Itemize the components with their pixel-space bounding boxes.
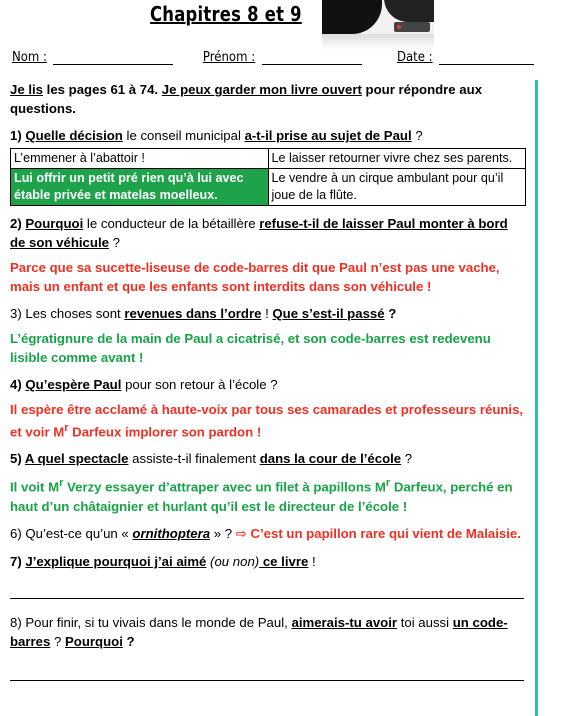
question-text: ? [50, 633, 65, 649]
question-text: 6) Qu’est-ce qu’un « [10, 525, 133, 541]
question-text: » ? [210, 525, 236, 541]
question-text: Quelle décision [25, 128, 123, 143]
question-text: ? [108, 235, 120, 250]
answer-line-8[interactable] [10, 679, 524, 681]
question-text: revenues dans l’ordre [124, 306, 262, 321]
answer-5 [10, 474, 524, 515]
question-text: un code-barres [10, 614, 508, 649]
question-text: assiste-t-il finalement [128, 451, 260, 467]
question-6 [10, 524, 524, 544]
answer-line-7[interactable] [10, 597, 524, 599]
question-text: ? [401, 451, 413, 467]
choices-table [10, 148, 526, 206]
answer-text: Darfeux implorer son pardon ! [68, 424, 262, 440]
question-4 [10, 375, 524, 394]
question-text: 8) Pour finir, si tu vivais dans le monde de Paul, [10, 614, 292, 630]
question-text: ! [261, 306, 273, 321]
cover-image [322, 0, 434, 50]
question-8 [10, 613, 524, 651]
answer-superscript: r [385, 477, 391, 490]
choice-cell[interactable]: Le laisser retourner vivre chez ses parents. [268, 149, 526, 169]
image-fade [322, 34, 434, 50]
date-field[interactable] [395, 50, 534, 65]
question-text: aimerais-tu avoir [291, 614, 398, 630]
question-1 [10, 126, 524, 145]
question-number: 1) [10, 128, 26, 143]
answer-text: Il voit M [10, 479, 60, 495]
answer-superscript: r [64, 422, 69, 434]
prenom-blank[interactable] [262, 54, 362, 65]
answer-3: L’égratignure de la main de Paul a cicatrisé, et son code-barres est redevenu lisible comme avant ! [10, 331, 491, 365]
answer-text: Verzy essayer d’attraper avec un filet à papillons M [63, 479, 386, 495]
question-5 [10, 449, 524, 468]
answer-superscript: r [59, 477, 64, 490]
cow-spot-shape [384, 0, 434, 22]
answer-6: C’est un papillon rare qui vient de Malaisie. [246, 525, 521, 541]
question-text: ? [384, 306, 397, 321]
nom-blank[interactable] [53, 54, 173, 65]
answer-2: Parce que sa sucette-liseuse de code-barres dit que Paul n’est pas une vache, mais un enfant et que les enfants sont interdits dans son véhicule ! [10, 260, 500, 294]
question-text: le conseil municipal [122, 128, 245, 143]
question-text: (ou non) [206, 553, 260, 569]
choice-cell[interactable]: Le vendre à un cirque ambulant pour qu’il joue de la flûte. [268, 169, 526, 206]
question-number: 3) [10, 306, 26, 321]
answer-text: Il espère être acclamé à haute-voix par tous ses camarades et professeurs réunis, et voir M [10, 402, 524, 440]
question-text: A quel spectacle [24, 451, 129, 467]
prenom-label: Prénom : [202, 50, 256, 65]
question-text: dans la cour de l’école [259, 451, 402, 467]
question-text: toi aussi [397, 614, 453, 630]
question-text: ! [308, 553, 316, 569]
question-keyword: ornithoptera [132, 525, 211, 541]
barcode-sticker-icon [394, 22, 430, 32]
question-text: ? [411, 128, 423, 143]
answer-text: Darfeux, perché en haut d’un châtaignier et hurlant qu’il est le directeur de l’école ! [10, 479, 513, 514]
question-text: ce livre [259, 553, 309, 569]
question-text: Qu’espère Paul [25, 377, 122, 392]
question-text: ? [122, 633, 135, 649]
question-text: Pourquoi [25, 216, 84, 231]
worksheet-body [10, 80, 524, 681]
date-blank[interactable] [439, 54, 534, 65]
choice-cell[interactable]: L’emmener à l’abattoir ! [11, 149, 269, 169]
question-text: Que s’est-il passé [272, 306, 385, 321]
nom-field[interactable] [10, 50, 173, 65]
sidebar-accent-bar [535, 80, 538, 716]
intro-instruction [10, 80, 524, 118]
question-7 [10, 552, 524, 571]
answer-4 [10, 400, 524, 441]
date-label: Date : [396, 50, 433, 65]
choice-cell-selected[interactable]: Lui offrir un petit pré rien qu’à lui avec étable privée et matelas moelleux. [11, 169, 269, 206]
question-text: pour son retour à l’école ? [121, 377, 278, 392]
question-text: Les choses sont [25, 306, 125, 321]
question-number: 4) [10, 377, 26, 392]
question-number: 7) [10, 553, 26, 569]
arrow-right-icon: ⇨ [235, 526, 247, 542]
intro-part: Je peux garder mon livre ouvert [161, 82, 362, 97]
question-text: le conducteur de la bétaillère [83, 216, 260, 231]
question-2 [10, 214, 524, 252]
question-text: J’explique pourquoi j’ai aimé [25, 553, 207, 569]
question-number: 2) [10, 216, 26, 231]
question-text: a-t-il prise au sujet de Paul [244, 128, 412, 143]
intro-part: pour répondre aux questions. [10, 82, 483, 116]
question-3 [10, 304, 524, 323]
cow-spot-shape [322, 0, 382, 34]
question-text: refuse-t-il de laisser Paul monter à bord de son véhicule [10, 216, 508, 250]
intro-part: Je lis [10, 82, 43, 97]
nom-label: Nom : [11, 50, 47, 65]
intro-part: les pages 61 à 74. [43, 82, 162, 97]
question-number: 5) [10, 451, 25, 467]
question-text: Pourquoi [65, 633, 123, 649]
prenom-field[interactable] [200, 50, 362, 65]
page-title: Chapitres 8 et 9 [150, 2, 302, 26]
